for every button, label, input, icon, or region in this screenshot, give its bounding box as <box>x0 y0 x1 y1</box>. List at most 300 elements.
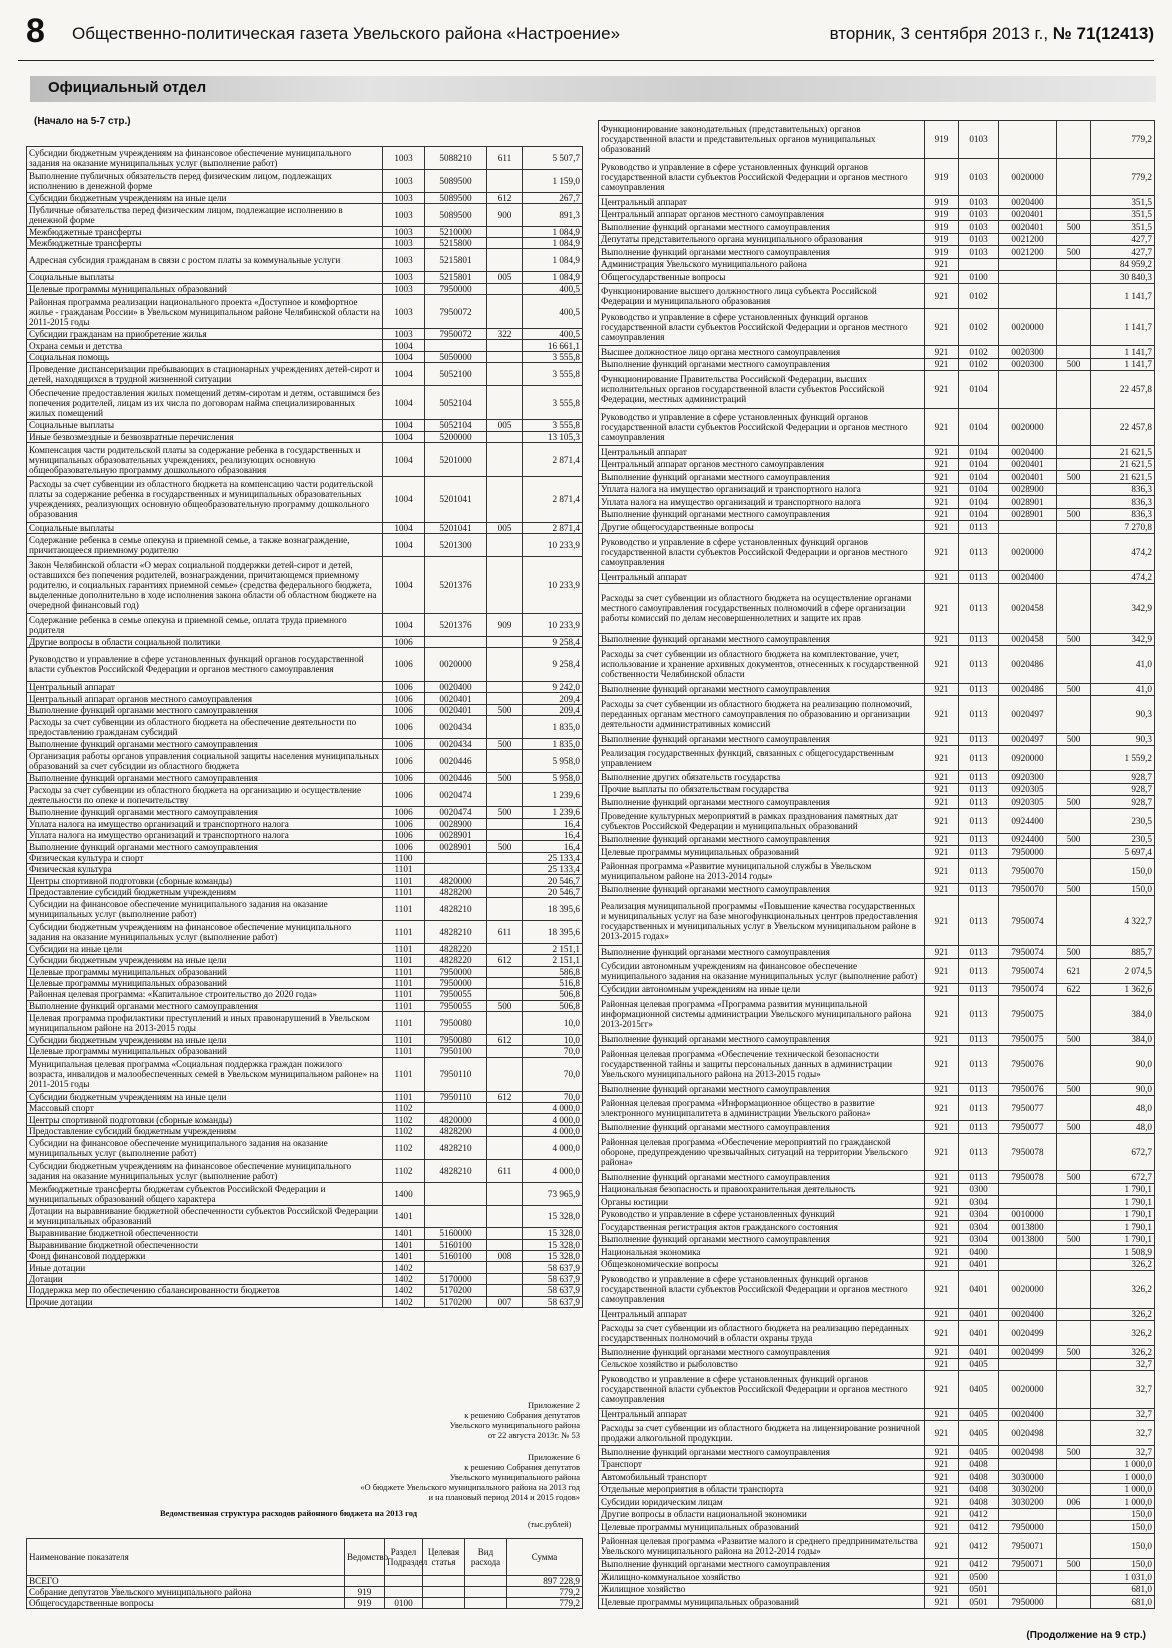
masthead-rule <box>18 60 1154 61</box>
cell-type <box>487 1205 523 1228</box>
table-row <box>599 696 1155 734</box>
cell-article: 0020434 <box>425 738 487 749</box>
cell-article: 5201376 <box>425 613 487 636</box>
cell-type <box>487 966 523 977</box>
table-row <box>599 1246 1155 1259</box>
cell-type: 500 <box>487 1000 523 1011</box>
cell-type <box>487 386 523 420</box>
annex-line: Увельского муниципального района <box>449 1472 580 1482</box>
cell-sum: 4 000,0 <box>523 1137 583 1160</box>
cell-type <box>487 249 523 272</box>
cell-department: 921 <box>925 1046 959 1084</box>
cell-sum: 32,7 <box>1091 1408 1155 1421</box>
cell-sum: 2 871,4 <box>523 522 583 533</box>
cell-article: 0020000 <box>999 533 1057 571</box>
cell-name: Субсидии на финансовое обеспечение муниципального задания на оказание муниципальных услуг (выполнение работ) <box>27 898 383 921</box>
cell-article <box>999 1508 1057 1521</box>
cell-article: 5215801 <box>425 249 487 272</box>
table-row <box>599 1446 1155 1459</box>
budget-table-left <box>26 146 583 1308</box>
cell-section: 0104 <box>959 408 999 446</box>
ved-cell <box>385 1576 423 1587</box>
cell-name: Расходы за счет субвенции из областного бюджета на лицензирование розничной продажи алкогольной продукции. <box>599 1421 925 1446</box>
cell-name: Общегосударственные вопросы <box>599 271 925 284</box>
table-row <box>599 1033 1155 1046</box>
cell-sum: 779,2 <box>1091 121 1155 159</box>
cell-sum: 400,5 <box>523 294 583 328</box>
cell-section: 0113 <box>959 1171 999 1184</box>
cell-sum: 1 084,9 <box>523 226 583 237</box>
cell-name: Содержание ребенка в семье опекуна и приемной семье, оплата труда приемного родителя <box>27 613 383 636</box>
table-row <box>599 308 1155 346</box>
cell-type: 500 <box>1057 1121 1091 1134</box>
cell-section: 0113 <box>959 771 999 784</box>
cell-article: 7950076 <box>999 1083 1057 1096</box>
table-row <box>599 858 1155 883</box>
cell-name: Выполнение функций органами местного самоуправления <box>599 633 925 646</box>
ved-header-cell: Наименование показателя <box>27 1539 345 1576</box>
cell-article: 5089500 <box>425 169 487 192</box>
cell-section: 1003 <box>383 294 425 328</box>
cell-sum: 32,7 <box>1091 1371 1155 1409</box>
cell-name: Выравнивание бюджетной обеспеченности <box>27 1228 383 1239</box>
cell-type: 900 <box>487 203 523 226</box>
cell-sum: 15 328,0 <box>523 1251 583 1262</box>
cell-article: 0020400 <box>999 446 1057 459</box>
cell-article: 7950071 <box>999 1533 1057 1558</box>
cell-sum: 1 790,1 <box>1091 1196 1155 1209</box>
cell-article: 0020000 <box>999 408 1057 446</box>
cell-article: 0021200 <box>999 233 1057 246</box>
cell-sum: 90,3 <box>1091 733 1155 746</box>
cell-section: 1004 <box>383 386 425 420</box>
cell-section: 1006 <box>383 750 425 773</box>
cell-type <box>1057 1208 1091 1221</box>
table-row <box>27 169 583 192</box>
cell-section: 0501 <box>959 1596 999 1609</box>
cell-sum: 384,0 <box>1091 996 1155 1034</box>
table-row <box>27 249 583 272</box>
cell-name: Уплата налога на имущество организаций и транспортного налога <box>599 496 925 509</box>
cell-article: 0028901 <box>999 496 1057 509</box>
cell-department: 921 <box>925 1183 959 1196</box>
table-row <box>599 496 1155 509</box>
cell-type: 500 <box>487 807 523 818</box>
cell-sum: 672,7 <box>1091 1133 1155 1171</box>
table-row <box>27 1137 583 1160</box>
cell-name: Социальные выплаты <box>27 272 383 283</box>
table-row <box>27 875 583 886</box>
cell-sum: 32,7 <box>1091 1358 1155 1371</box>
cell-section: 0113 <box>959 696 999 734</box>
cell-section: 0113 <box>959 1033 999 1046</box>
cell-department: 921 <box>925 521 959 534</box>
table-row <box>27 886 583 897</box>
table-row <box>27 1000 583 1011</box>
cell-sum: 90,0 <box>1091 1083 1155 1096</box>
cell-article: 5050000 <box>425 351 487 362</box>
cell-sum: 2 151,1 <box>523 943 583 954</box>
cell-name: Выравнивание бюджетной обеспеченности <box>27 1239 383 1250</box>
cell-article: 0020401 <box>999 471 1057 484</box>
table-row <box>27 943 583 954</box>
cell-sum: 30 840,3 <box>1091 271 1155 284</box>
cell-article: 5052100 <box>425 363 487 386</box>
cell-department: 921 <box>925 983 959 996</box>
cell-department: 921 <box>925 796 959 809</box>
table-row <box>27 431 583 442</box>
cell-section: 1006 <box>383 738 425 749</box>
cell-article <box>425 852 487 863</box>
ved-header-cell: Целевая статья <box>423 1539 465 1576</box>
budget-table-right <box>598 120 1155 1609</box>
cell-section: 0103 <box>959 196 999 209</box>
cell-article: 0028901 <box>999 508 1057 521</box>
cell-section: 0304 <box>959 1221 999 1234</box>
cell-article: 0020498 <box>999 1421 1057 1446</box>
cell-department: 921 <box>925 1371 959 1409</box>
cell-article <box>425 1182 487 1205</box>
cell-department: 921 <box>925 271 959 284</box>
table-row <box>27 1057 583 1091</box>
cell-sum: 1 790,1 <box>1091 1221 1155 1234</box>
cell-article: 3030200 <box>999 1483 1057 1496</box>
cell-type <box>1057 1321 1091 1346</box>
cell-sum: 58 637,9 <box>523 1262 583 1273</box>
table-row <box>599 1471 1155 1484</box>
cell-sum: 1 362,6 <box>1091 983 1155 996</box>
cell-sum: 150,0 <box>1091 1521 1155 1534</box>
cell-name: Центральный аппарат <box>599 196 925 209</box>
cell-type <box>1057 1358 1091 1371</box>
cell-sum: 7 270,8 <box>1091 521 1155 534</box>
cell-article: 0020401 <box>999 458 1057 471</box>
cell-type <box>1057 1458 1091 1471</box>
cell-sum: 1 559,2 <box>1091 746 1155 771</box>
cell-department: 921 <box>925 346 959 359</box>
cell-section: 1004 <box>383 351 425 362</box>
cell-article: 7950070 <box>999 858 1057 883</box>
cell-section: 0408 <box>959 1471 999 1484</box>
table-row <box>27 829 583 840</box>
cell-name: Субсидии юридическим лицам <box>599 1496 925 1509</box>
cell-sum: 681,0 <box>1091 1583 1155 1596</box>
cell-type <box>1057 458 1091 471</box>
cell-type <box>487 829 523 840</box>
cell-article <box>425 1262 487 1273</box>
table-row <box>27 1598 583 1609</box>
table-row <box>27 238 583 249</box>
cell-section: 0113 <box>959 946 999 959</box>
table-row <box>27 1273 583 1284</box>
cell-section: 1401 <box>383 1239 425 1250</box>
cell-sum: 326,2 <box>1091 1346 1155 1359</box>
cell-article: 7950074 <box>999 896 1057 946</box>
table-row <box>27 363 583 386</box>
table-row <box>27 1012 583 1035</box>
cell-section: 0300 <box>959 1183 999 1196</box>
cell-department: 921 <box>925 1533 959 1558</box>
table-row <box>27 716 583 739</box>
cell-sum: 427,7 <box>1091 246 1155 259</box>
table-row <box>599 221 1155 234</box>
cell-sum: 1 790,1 <box>1091 1208 1155 1221</box>
ved-cell <box>465 1587 507 1598</box>
cell-department: 921 <box>925 1558 959 1571</box>
cell-name: Иные безвозмездные и безвозвратные перечисления <box>27 431 383 442</box>
cell-name: Компенсация части родительской платы за содержание ребенка в государственных и муниципальных образовательных учреждениях, реализующих основную общеобразовательную программу дошкольного образования <box>27 442 383 476</box>
cell-sum: 58 637,9 <box>523 1296 583 1307</box>
cell-type: 500 <box>1057 246 1091 259</box>
cell-article: 7950100 <box>425 1046 487 1057</box>
cell-article <box>999 258 1057 271</box>
cell-name: Проведение культурных мероприятий в рамках празднования памятных дат субъектов Российской Федерации и муниципальных образований <box>599 808 925 833</box>
cell-name: Адресная субсидия гражданам в связи с ростом платы за коммунальные услуги <box>27 249 383 272</box>
cell-article: 5160100 <box>425 1251 487 1262</box>
cell-section: 1003 <box>383 203 425 226</box>
cell-department: 921 <box>925 896 959 946</box>
cell-sum: 891,3 <box>523 203 583 226</box>
table-row <box>599 633 1155 646</box>
cell-type <box>487 1114 523 1125</box>
cell-type <box>1057 1046 1091 1084</box>
ved-cell: 779,2 <box>507 1587 583 1598</box>
cell-name: Другие общегосударственные вопросы <box>599 521 925 534</box>
cell-department: 921 <box>925 646 959 684</box>
cell-sum: 15 328,0 <box>523 1228 583 1239</box>
continued-to: (Продолжение на 9 стр.) <box>1026 1630 1146 1641</box>
cell-section: 1102 <box>383 1114 425 1125</box>
cell-sum: 326,2 <box>1091 1308 1155 1321</box>
cell-type <box>1057 571 1091 584</box>
cell-name: Районная целевая программа «Информационное общество в развитие электронного муниципалитета в администрации Увельского района» <box>599 1096 925 1121</box>
cell-type <box>1057 1196 1091 1209</box>
table-row <box>27 704 583 715</box>
cell-type <box>1057 233 1091 246</box>
cell-type: 500 <box>1057 471 1091 484</box>
cell-sum: 22 457,8 <box>1091 371 1155 409</box>
cell-department: 921 <box>925 583 959 633</box>
cell-name: Выполнение функций органами местного самоуправления <box>27 841 383 852</box>
cell-section: 0400 <box>959 1246 999 1259</box>
cell-department: 921 <box>925 783 959 796</box>
cell-article: 0020000 <box>425 647 487 681</box>
cell-article: 5160000 <box>425 1228 487 1239</box>
cell-type <box>487 682 523 693</box>
cell-section: 1003 <box>383 226 425 237</box>
cell-name: Массовый спорт <box>27 1103 383 1114</box>
cell-article: 0028900 <box>425 818 487 829</box>
table-row <box>599 1271 1155 1309</box>
cell-type <box>487 238 523 249</box>
table-row <box>599 1096 1155 1121</box>
table-row <box>27 1114 583 1125</box>
cell-section: 0401 <box>959 1258 999 1271</box>
table-row <box>27 818 583 829</box>
cell-type <box>1057 1533 1091 1558</box>
cell-department: 921 <box>925 1033 959 1046</box>
cell-type: 500 <box>1057 1233 1091 1246</box>
cell-article: 0020458 <box>999 633 1057 646</box>
cell-article: 0020401 <box>425 693 487 704</box>
ved-cell: 919 <box>345 1598 385 1609</box>
cell-name: Выполнение функций органами местного самоуправления <box>599 1083 925 1096</box>
cell-type <box>1057 1596 1091 1609</box>
cell-type: 612 <box>487 192 523 203</box>
cell-name: Национальная экономика <box>599 1246 925 1259</box>
cell-type <box>487 1285 523 1296</box>
cell-type <box>1057 533 1091 571</box>
table-row <box>599 358 1155 371</box>
cell-sum: 506,8 <box>523 1000 583 1011</box>
cell-section: 0405 <box>959 1358 999 1371</box>
cell-name: Прочие выплаты по обязательствам государства <box>599 783 925 796</box>
ved-table <box>26 1538 583 1609</box>
cell-type: 500 <box>1057 733 1091 746</box>
cell-name: Межбюджетные трансферты <box>27 238 383 249</box>
table-row <box>599 196 1155 209</box>
cell-name: Выполнение функций органами местного самоуправления <box>599 1033 925 1046</box>
cell-department: 919 <box>925 221 959 234</box>
cell-section: 1402 <box>383 1285 425 1296</box>
ved-cell: ВСЕГО <box>27 1576 345 1587</box>
cell-sum: 230,5 <box>1091 808 1155 833</box>
cell-section: 0401 <box>959 1346 999 1359</box>
cell-name: Центральный аппарат <box>27 682 383 693</box>
cell-article: 5200000 <box>425 431 487 442</box>
cell-type <box>1057 771 1091 784</box>
cell-article: 4820000 <box>425 875 487 886</box>
cell-sum: 928,7 <box>1091 771 1155 784</box>
table-row <box>27 340 583 351</box>
cell-article <box>999 271 1057 284</box>
cell-department: 921 <box>925 1446 959 1459</box>
cell-article <box>999 1583 1057 1596</box>
table-row <box>599 508 1155 521</box>
cell-name: Центральный аппарат органов местного самоуправления <box>599 208 925 221</box>
cell-sum: 5 958,0 <box>523 773 583 784</box>
ved-cell <box>345 1576 385 1587</box>
cell-name: Поддержка мер по обеспечению сбалансированности бюджетов <box>27 1285 383 1296</box>
cell-section: 1003 <box>383 192 425 203</box>
table-row <box>27 534 583 557</box>
cell-article: 5089500 <box>425 192 487 203</box>
table-row <box>27 852 583 863</box>
cell-type <box>1057 308 1091 346</box>
cell-name: Субсидии автономным учреждениям на иные цели <box>599 983 925 996</box>
cell-sum: 73 965,9 <box>523 1182 583 1205</box>
cell-article: 0020000 <box>999 1271 1057 1309</box>
cell-name: Социальная помощь <box>27 351 383 362</box>
cell-name: Субсидии бюджетным учреждениям на иные цели <box>27 1091 383 1102</box>
cell-section: 1101 <box>383 921 425 944</box>
annex-line: к решению Собрания депутатов <box>464 1410 580 1420</box>
cell-article: 0020446 <box>425 773 487 784</box>
ved-cell <box>423 1598 465 1609</box>
cell-article: 3030000 <box>999 1471 1057 1484</box>
cell-name: Транспорт <box>599 1458 925 1471</box>
cell-article: 5089500 <box>425 203 487 226</box>
cell-name: Центры спортивной подготовки (сборные команды) <box>27 875 383 886</box>
cell-department: 921 <box>925 446 959 459</box>
cell-type <box>1057 1183 1091 1196</box>
cell-name: Депутаты представительного органа муниципального образования <box>599 233 925 246</box>
cell-type <box>487 1137 523 1160</box>
cell-name: Расходы за счет субвенции из областного бюджета на компенсацию части родительской платы за содержание ребенка в государственных и муниципальных образовательных учреждениях, реализующих основную общеобразовательную программу дошкольного образования <box>27 477 383 523</box>
cell-article: 7950000 <box>425 283 487 294</box>
cell-name: Администрация Увельского муниципального района <box>599 258 925 271</box>
table-row <box>27 636 583 647</box>
cell-name: Выполнение функций органами местного самоуправления <box>599 508 925 521</box>
cell-section: 1003 <box>383 283 425 294</box>
cell-sum: 836,3 <box>1091 496 1155 509</box>
cell-article: 4828220 <box>425 943 487 954</box>
cell-name: Целевая программа профилактики преступлений и иных правонарушений в Увельском муниципальном районе на 2013-2015 годы <box>27 1012 383 1035</box>
cell-article: 0020498 <box>999 1446 1057 1459</box>
table-row <box>599 1308 1155 1321</box>
ved-cell <box>423 1587 465 1598</box>
cell-name: Общеэкономические вопросы <box>599 1258 925 1271</box>
cell-department: 921 <box>925 308 959 346</box>
cell-section: 0113 <box>959 783 999 796</box>
cell-section: 1003 <box>383 169 425 192</box>
cell-section: 0113 <box>959 1083 999 1096</box>
cell-article: 5052104 <box>425 420 487 431</box>
table-row <box>599 983 1155 996</box>
cell-sum: 13 105,3 <box>523 431 583 442</box>
cell-section: 1101 <box>383 943 425 954</box>
cell-department: 921 <box>925 1596 959 1609</box>
cell-sum: 84 959,2 <box>1091 258 1155 271</box>
table-row <box>27 272 583 283</box>
table-row <box>27 1091 583 1102</box>
cell-name: Выполнение функций органами местного самоуправления <box>599 1346 925 1359</box>
cell-section: 1004 <box>383 556 425 613</box>
cell-department: 921 <box>925 846 959 859</box>
cell-type <box>487 864 523 875</box>
table-row <box>599 1196 1155 1209</box>
cell-article: 5170000 <box>425 1273 487 1284</box>
cell-sum: 32,7 <box>1091 1421 1155 1446</box>
cell-type: 500 <box>1057 508 1091 521</box>
cell-sum: 427,7 <box>1091 233 1155 246</box>
cell-type <box>1057 446 1091 459</box>
cell-section: 0113 <box>959 858 999 883</box>
table-row <box>599 1183 1155 1196</box>
cell-sum: 150,0 <box>1091 1558 1155 1571</box>
table-row <box>599 958 1155 983</box>
cell-sum: 672,7 <box>1091 1171 1155 1184</box>
cell-section: 0113 <box>959 683 999 696</box>
cell-section: 0103 <box>959 221 999 234</box>
ved-cell <box>465 1598 507 1609</box>
cell-type <box>1057 271 1091 284</box>
table-row <box>27 1262 583 1273</box>
cell-article <box>999 521 1057 534</box>
cell-department: 921 <box>925 1346 959 1359</box>
cell-article: 0020497 <box>999 733 1057 746</box>
cell-article <box>999 1258 1057 1271</box>
cell-type: 500 <box>1057 1446 1091 1459</box>
cell-name: Физическая культура <box>27 864 383 875</box>
cell-sum: 885,7 <box>1091 946 1155 959</box>
cell-name: Охрана семьи и детства <box>27 340 383 351</box>
table-row <box>599 833 1155 846</box>
table-row <box>599 208 1155 221</box>
cell-department: 921 <box>925 508 959 521</box>
cell-article <box>999 1458 1057 1471</box>
cell-article: 4828210 <box>425 898 487 921</box>
